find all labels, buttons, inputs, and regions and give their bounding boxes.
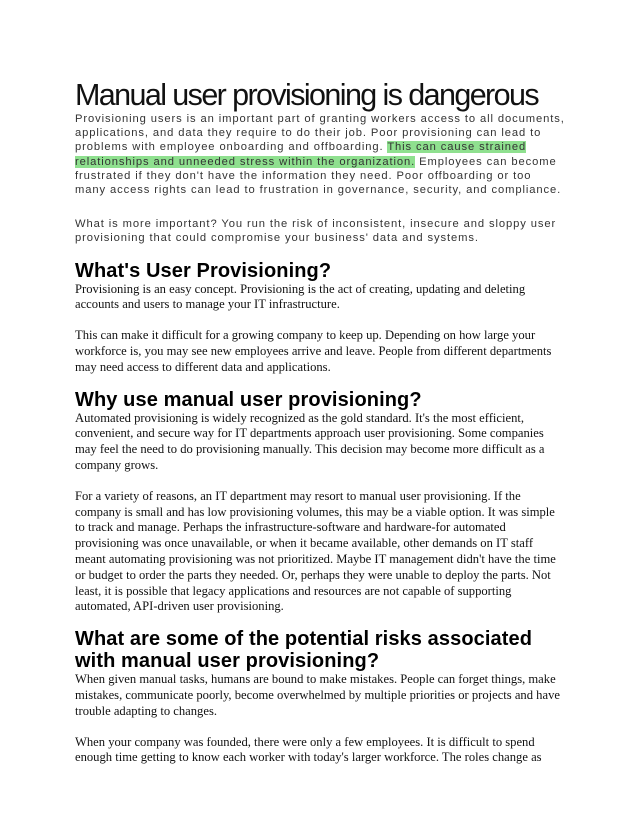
page-title: Manual user provisioning is dangerous <box>75 78 538 112</box>
highlighted-text: This can cause strained relationships and unneeded stress within the organization. <box>75 141 527 168</box>
section-1-paragraph-2: This can make it difficult for a growing company to keep up. Depending on how large your workforce is, you may see new employees arrive and leave. People from different departments may need access to different data and applications. <box>75 328 552 374</box>
section-2-paragraph-1: Automated provisioning is widely recognized as the gold standard. It's the most efficient, convenient, and secure way for IT departments approach user provisioning. Some companies may feel the need to do provisioning manually. This decision may become more difficult as a company grows. <box>75 410 545 472</box>
intro-paragraph-2: What is more important? You run the risk of inconsistent, insecure and sloppy user provisioning that could compromise your business' data and systems. <box>75 218 557 245</box>
intro-paragraph-1 <box>75 112 565 197</box>
section-heading-why-manual: Why use manual user provisioning? <box>75 388 422 411</box>
section-heading-user-provisioning: What's User Provisioning? <box>75 259 332 282</box>
intro-text-after: Employees can become frustrated if they don't have the information they need. Poor offboarding or too many access rights can lead to frustration in governance, security, and compliance. <box>75 155 562 197</box>
section-2-paragraph-2: For a variety of reasons, an IT department may resort to manual user provisioning. If the company is small and has low provisioning volumes, this may be a viable option. It was simple to track and manage. Perhaps the infrastructure-software and hardware-for automated provisioning was once unavailable, or when it became available, other demands on IT staff meant automating provisioning was not prioritized. Maybe IT management didn't have the time or budget to order the parts they needed. Or, perhaps they were unable to deploy the parts. Not least, it is possible that legacy applications and resources are not capable of supporting automated, API-driven user provisioning. <box>75 488 556 614</box>
section-1-paragraph-1: Provisioning is an easy concept. Provisioning is the act of creating, updating and deleting accounts and users to manage your IT infrastructure. <box>75 281 526 312</box>
document-content <box>75 78 565 766</box>
section-3-paragraph-2: When your company was founded, there were only a few employees. It is difficult to spend enough time getting to know each worker with today's larger workforce. The roles change as <box>75 734 542 765</box>
intro-text-before: Provisioning users is an important part of granting workers access to all documents, applications, and data they require to do their job. Poor provisioning can lead to problems with employee onboarding and offboarding. <box>75 113 565 154</box>
section-3-paragraph-1: When given manual tasks, humans are bound to make mistakes. People can forget things, make mistakes, communicate poorly, become overwhelmed by multiple priorities or projects and have trouble adapting to changes. <box>75 672 560 718</box>
section-heading-risks: What are some of the potential risks associated with manual user provisioning? <box>75 628 533 673</box>
